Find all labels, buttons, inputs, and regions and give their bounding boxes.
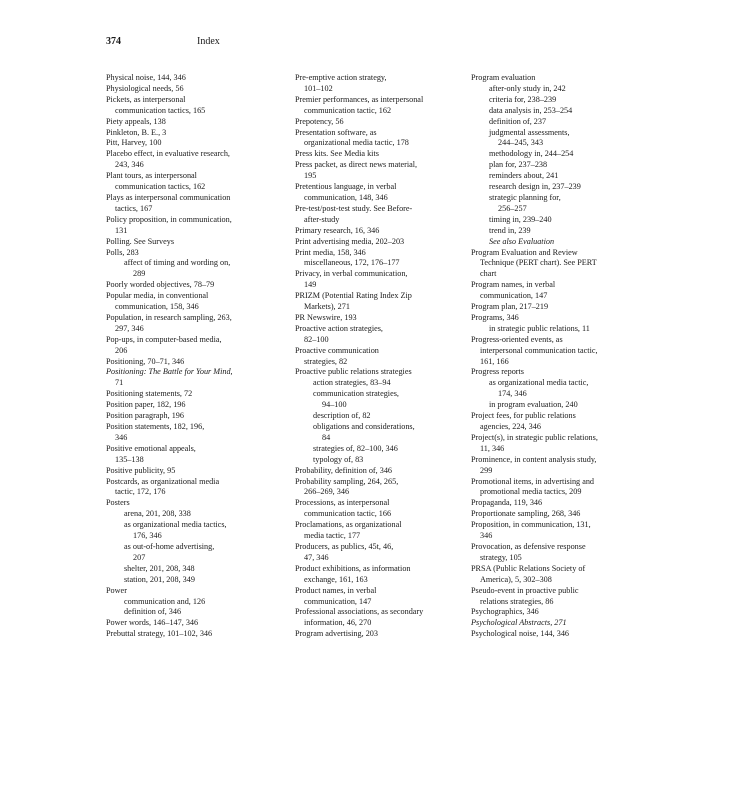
index-entry: as organizational media tactics,: [124, 520, 227, 530]
index-entry: definition of, 346: [124, 607, 182, 617]
index-entry: arena, 201, 208, 338: [124, 509, 191, 519]
index-entry: PR Newswire, 193: [295, 312, 357, 322]
index-entry: Pre-emptive action strategy,: [295, 73, 387, 82]
index-entry: Posters: [106, 498, 130, 508]
index-entry: 299: [480, 465, 493, 475]
index-entry: 244–245, 343: [498, 138, 544, 148]
index-entry: interpersonal communication tactic,: [480, 345, 598, 355]
index-entry: Progress-oriented events, as: [471, 334, 563, 344]
index-entry: communication, 147: [480, 291, 548, 301]
index-entry: research design in, 237–239: [489, 182, 581, 192]
index-entry: trend in, 239: [489, 225, 531, 235]
index-entry: Promotional items, in advertising and: [471, 476, 595, 486]
index-column-2: [295, 73, 460, 640]
index-entry: Product names, in verbal: [295, 585, 377, 595]
index-entry: 174, 346: [498, 389, 527, 399]
index-entry: Print advertising media, 202–203: [295, 236, 405, 246]
index-entry: Prebuttal strategy, 101–102, 346: [106, 629, 213, 639]
index-entry: promotional media tactics, 209: [480, 487, 582, 497]
index-entry: Privacy, in verbal communication,: [295, 269, 408, 279]
index-entry: Prepotency, 56: [295, 116, 344, 126]
index-entry: 206: [115, 345, 128, 355]
index-entry: Proposition, in communication, 131,: [471, 520, 591, 530]
index-entry: Primary research, 16, 346: [295, 225, 380, 235]
index-entry: Programs, 346: [471, 312, 519, 322]
index-entry: Professional associations, as secondary: [295, 607, 424, 617]
index-entry: 131: [115, 225, 128, 235]
index-entry: Proportionate sampling, 268, 346: [471, 509, 581, 519]
index-entry: strategy, 105: [480, 552, 522, 562]
index-entry: Program evaluation: [471, 73, 536, 82]
index-entry: Positive emotional appeals,: [106, 443, 196, 453]
index-entry: reminders about, 241: [489, 171, 559, 181]
index-entry: 94–100: [322, 400, 347, 410]
index-entry: Polls, 283: [106, 247, 139, 257]
index-entry: Population, in research sampling, 263,: [106, 312, 232, 322]
index-entry: shelter, 201, 208, 348: [124, 563, 195, 573]
index-entry: description of, 82: [313, 411, 371, 421]
index-column-1: [106, 73, 281, 640]
index-entry: after-study: [304, 214, 340, 224]
page-title: Index: [197, 36, 220, 47]
index-entry: communication, 148, 346: [304, 192, 388, 202]
index-entry: Technique (PERT chart). See PERT: [480, 258, 597, 268]
index-entry: Pickets, as interpersonal: [106, 94, 186, 104]
index-entry: methodology in, 244–254: [489, 149, 574, 159]
index-entry: as organizational media tactic,: [489, 378, 589, 388]
index-entry: 101–102: [304, 83, 333, 93]
index-entry: Policy proposition, in communication,: [106, 214, 232, 224]
index-entry: Psychographics, 346: [471, 607, 539, 617]
index-entry: communication tactic, 166: [304, 509, 392, 519]
index-entry: 266–269, 346: [304, 487, 350, 497]
index-entry: obligations and considerations,: [313, 422, 415, 431]
index-entry: Presentation software, as: [295, 127, 377, 137]
index-entry: in strategic public relations, 11: [489, 323, 590, 333]
index-entry: media tactic, 177: [304, 531, 361, 541]
index-entry: Postcards, as organizational media: [106, 476, 220, 486]
index-entry: Psychological Abstracts, 271: [471, 618, 567, 628]
index-entry: Markets), 271: [304, 302, 350, 312]
index-entry: Pseudo-event in proactive public: [471, 585, 579, 595]
index-entry: action strategies, 83–94: [313, 378, 391, 388]
index-entry: Popular media, in conventional: [106, 291, 209, 301]
index-entry: Psychological noise, 144, 346: [471, 629, 570, 639]
index-entry: 346: [115, 432, 128, 442]
index-entry: communication tactics, 165: [115, 105, 206, 115]
index-entry: after-only study in, 242: [489, 83, 566, 93]
index-entry: Progress reports: [471, 367, 524, 377]
index-entry: Program Evaluation and Review: [471, 247, 578, 257]
index-entry: 161, 166: [480, 356, 509, 366]
index-column-3: [471, 73, 636, 640]
index-entry: data analysis in, 253–254: [489, 105, 573, 115]
index-entry: communication and, 126: [124, 596, 206, 606]
index-entry: Position paper, 182, 196: [106, 400, 186, 410]
index-entry: Program advertising, 203: [295, 629, 378, 639]
index-entry: Positioning statements, 72: [106, 389, 193, 399]
page-header: [106, 36, 220, 47]
index-entry: Proactive communication: [295, 345, 379, 355]
index-entry: strategies of, 82–100, 346: [313, 443, 398, 453]
index-entry: Placebo effect, in evaluative research,: [106, 149, 230, 159]
index-entry: Power: [106, 585, 127, 595]
index-entry: 256–257: [498, 203, 527, 213]
index-entry: 135–138: [115, 454, 144, 464]
index-entry: Proclamations, as organizational: [295, 520, 402, 530]
index-entry: chart: [480, 269, 497, 279]
index-entry: Product exhibitions, as information: [295, 563, 411, 573]
index-entry: Pop-ups, in computer-based media,: [106, 334, 222, 344]
index-entry: 346: [480, 531, 493, 541]
index-entry: 47, 346: [304, 552, 329, 562]
index-entry: 243, 346: [115, 160, 144, 170]
index-entry: Probability sampling, 264, 265,: [295, 476, 399, 486]
index-entry: plan for, 237–238: [489, 160, 548, 170]
index-entry: Press packet, as direct news material,: [295, 160, 418, 170]
index-entry: tactics, 167: [115, 203, 153, 213]
index-entry: Project(s), in strategic public relations,: [471, 432, 598, 442]
index-entry: Plant tours, as interpersonal: [106, 171, 197, 181]
index-entry: relations strategies, 86: [480, 596, 554, 606]
index-entry: as out-of-home advertising,: [124, 541, 215, 551]
index-entry: Physiological needs, 56: [106, 83, 184, 93]
index-entry: Pinkleton, B. E., 3: [106, 127, 167, 137]
index-entry: Physical noise, 144, 346: [106, 73, 186, 82]
index-entry: 149: [304, 280, 317, 290]
index-entry: Pre-test/post-test study. See Before-: [295, 203, 413, 213]
index-entry: criteria for, 238–239: [489, 94, 557, 104]
index-entry: strategies, 82: [304, 356, 348, 366]
index-entry: Producers, as publics, 45t, 46,: [295, 541, 394, 551]
index-entry: Proactive action strategies,: [295, 323, 383, 333]
index-entry: in program evaluation, 240: [489, 400, 578, 410]
index-entry: Plays as interpersonal communication: [106, 192, 231, 202]
index-entry: Project fees, for public relations: [471, 411, 576, 421]
index-entry: station, 201, 208, 349: [124, 574, 195, 584]
index-entry: information, 46, 270: [304, 618, 372, 628]
index-entry: strategic planning for,: [489, 192, 561, 202]
index-entry: Positioning, 70–71, 346: [106, 356, 185, 366]
index-entry: 11, 346: [480, 443, 505, 453]
index-entry: communication, 158, 346: [115, 302, 199, 312]
index-entry: Prominence, in content analysis study,: [471, 454, 597, 464]
index-entry: Print media, 158, 346: [295, 247, 366, 257]
index-entry: 82–100: [304, 334, 329, 344]
index-entry: See also Evaluation: [489, 236, 555, 246]
index-entry: Program plan, 217–219: [471, 302, 549, 312]
index-entry: Positioning: The Battle for Your Mind,: [106, 367, 233, 377]
index-entry: Polling. See Surveys: [106, 236, 175, 246]
index-entry: Propaganda, 119, 346: [471, 498, 543, 508]
index-entry: Position statements, 182, 196,: [106, 422, 205, 431]
index-entry: 207: [133, 552, 146, 562]
index-entry: Piety appeals, 138: [106, 116, 166, 126]
index-entry: Press kits. See Media kits: [295, 149, 379, 159]
index-entry: Pitt, Harvey, 100: [106, 138, 162, 148]
index-entry: 84: [322, 432, 331, 442]
index-entry: miscellaneous, 172, 176–177: [304, 258, 400, 268]
index-entry: Position paragraph, 196: [106, 411, 184, 421]
index-entry: Power words, 146–147, 346: [106, 618, 199, 628]
index-entry: timing in, 239–240: [489, 214, 552, 224]
page-number: 374: [106, 36, 121, 47]
index-entry: exchange, 161, 163: [304, 574, 368, 584]
index-entry: judgmental assessments,: [489, 127, 570, 137]
index-entry: communication tactic, 162: [304, 105, 392, 115]
index-entry: 297, 346: [115, 323, 144, 333]
index-entry: definition of, 237: [489, 116, 547, 126]
index-entry: Proactive public relations strategies: [295, 367, 412, 377]
index-entry: PRIZM (Potential Rating Index Zip: [295, 291, 412, 301]
index-entry: 71: [115, 378, 124, 388]
index-entry: Poorly worded objectives, 78–79: [106, 280, 215, 290]
index-entry: Probability, definition of, 346: [295, 465, 393, 475]
index-entry: typology of, 83: [313, 454, 364, 464]
index-entry: Processions, as interpersonal: [295, 498, 390, 508]
index-entry: organizational media tactic, 178: [304, 138, 409, 148]
index-entry: Premier performances, as interpersonal: [295, 94, 424, 104]
index-entry: PRSA (Public Relations Society of: [471, 563, 586, 573]
index-entry: communication, 147: [304, 596, 372, 606]
index-entry: 176, 346: [133, 531, 162, 541]
index-entry: Provocation, as defensive response: [471, 541, 586, 551]
index-entry: 195: [304, 171, 317, 181]
index-entry: tactic, 172, 176: [115, 487, 166, 497]
index-entry: Pretentious language, in verbal: [295, 182, 397, 192]
index-entry: Program names, in verbal: [471, 280, 556, 290]
index-entry: 289: [133, 269, 146, 279]
index-entry: America), 5, 302–308: [480, 574, 552, 584]
index-entry: Positive publicity, 95: [106, 465, 176, 475]
index-entry: agencies, 224, 346: [480, 422, 541, 431]
index-entry: communication strategies,: [313, 389, 399, 399]
index-entry: communication tactics, 162: [115, 182, 206, 192]
index-entry: affect of timing and wording on,: [124, 258, 231, 268]
